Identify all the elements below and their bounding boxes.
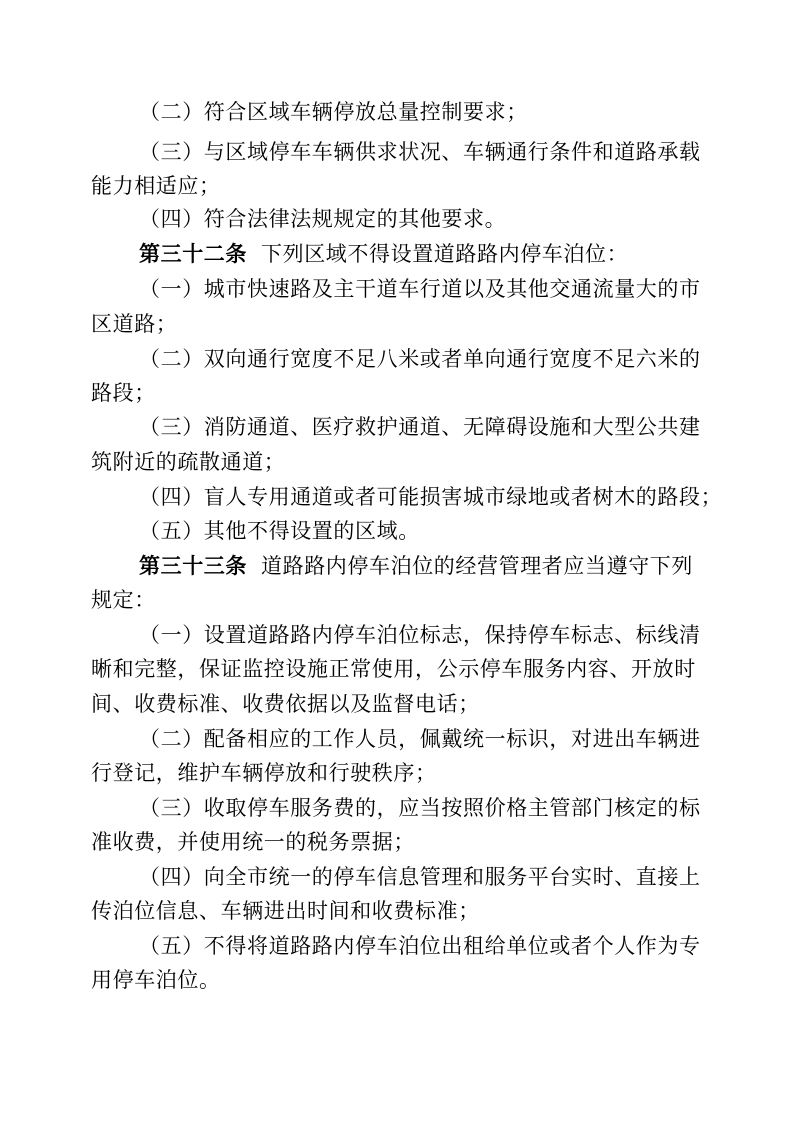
item-line: （四）盲人专用通道或者可能损害城市绿地或者树木的路段； bbox=[139, 485, 723, 509]
item-line: 能力相适应； bbox=[91, 174, 221, 198]
article-heading: 第三十三条 bbox=[139, 554, 247, 578]
item-line: （五）其他不得设置的区域。 bbox=[139, 519, 420, 543]
article-33-line bbox=[139, 552, 693, 580]
item-line: （二）符合区域车辆停放总量控制要求； bbox=[139, 100, 528, 124]
article-heading: 第三十二条 bbox=[139, 242, 247, 266]
item-line: （四）符合法律法规规定的其他要求。 bbox=[139, 207, 507, 231]
item-line: 传泊位信息、车辆进出时间和收费标准； bbox=[91, 899, 480, 923]
item-line: （二）双向通行宽度不足八米或者单向通行宽度不足六米的 bbox=[139, 347, 701, 371]
item-line: 用停车泊位。 bbox=[91, 968, 221, 992]
item-line: （三）消防通道、医疗救护通道、无障碍设施和大型公共建 bbox=[139, 415, 701, 439]
item-line: 路段； bbox=[91, 381, 156, 405]
item-line: 准收费，并使用统一的税务票据； bbox=[91, 830, 415, 854]
item-line: （一）城市快速路及主干道车行道以及其他交通流量大的市 bbox=[139, 277, 701, 301]
item-line: 区道路； bbox=[91, 312, 178, 336]
item-line: （五）不得将道路路内停车泊位出租给单位或者个人作为专 bbox=[139, 934, 701, 958]
item-line: （一）设置道路路内停车泊位标志，保持停车标志、标线清 bbox=[139, 623, 701, 647]
article-text: 下列区域不得设置道路路内停车泊位： bbox=[261, 242, 629, 266]
item-line: 行登记，维护车辆停放和行驶秩序； bbox=[91, 761, 437, 785]
article-text: 道路路内停车泊位的经营管理者应当遵守下列 bbox=[261, 554, 693, 578]
item-line: （二）配备相应的工作人员，佩戴统一标识，对进出车辆进 bbox=[139, 727, 701, 751]
item-line: （三）收取停车服务费的，应当按照价格主管部门核定的标 bbox=[139, 796, 701, 820]
article-32-line bbox=[139, 240, 628, 268]
item-line: 间、收费标准、收费依据以及监督电话； bbox=[91, 692, 480, 716]
item-line: （三）与区域停车车辆供求状况、车辆通行条件和道路承载 bbox=[139, 140, 701, 164]
item-line: （四）向全市统一的停车信息管理和服务平台实时、直接上 bbox=[139, 865, 701, 889]
item-line: 筑附近的疏散通道； bbox=[91, 450, 286, 474]
item-line: 晰和完整，保证监控设施正常使用，公示停车服务内容、开放时 bbox=[91, 657, 696, 681]
item-line: 规定： bbox=[91, 588, 156, 612]
